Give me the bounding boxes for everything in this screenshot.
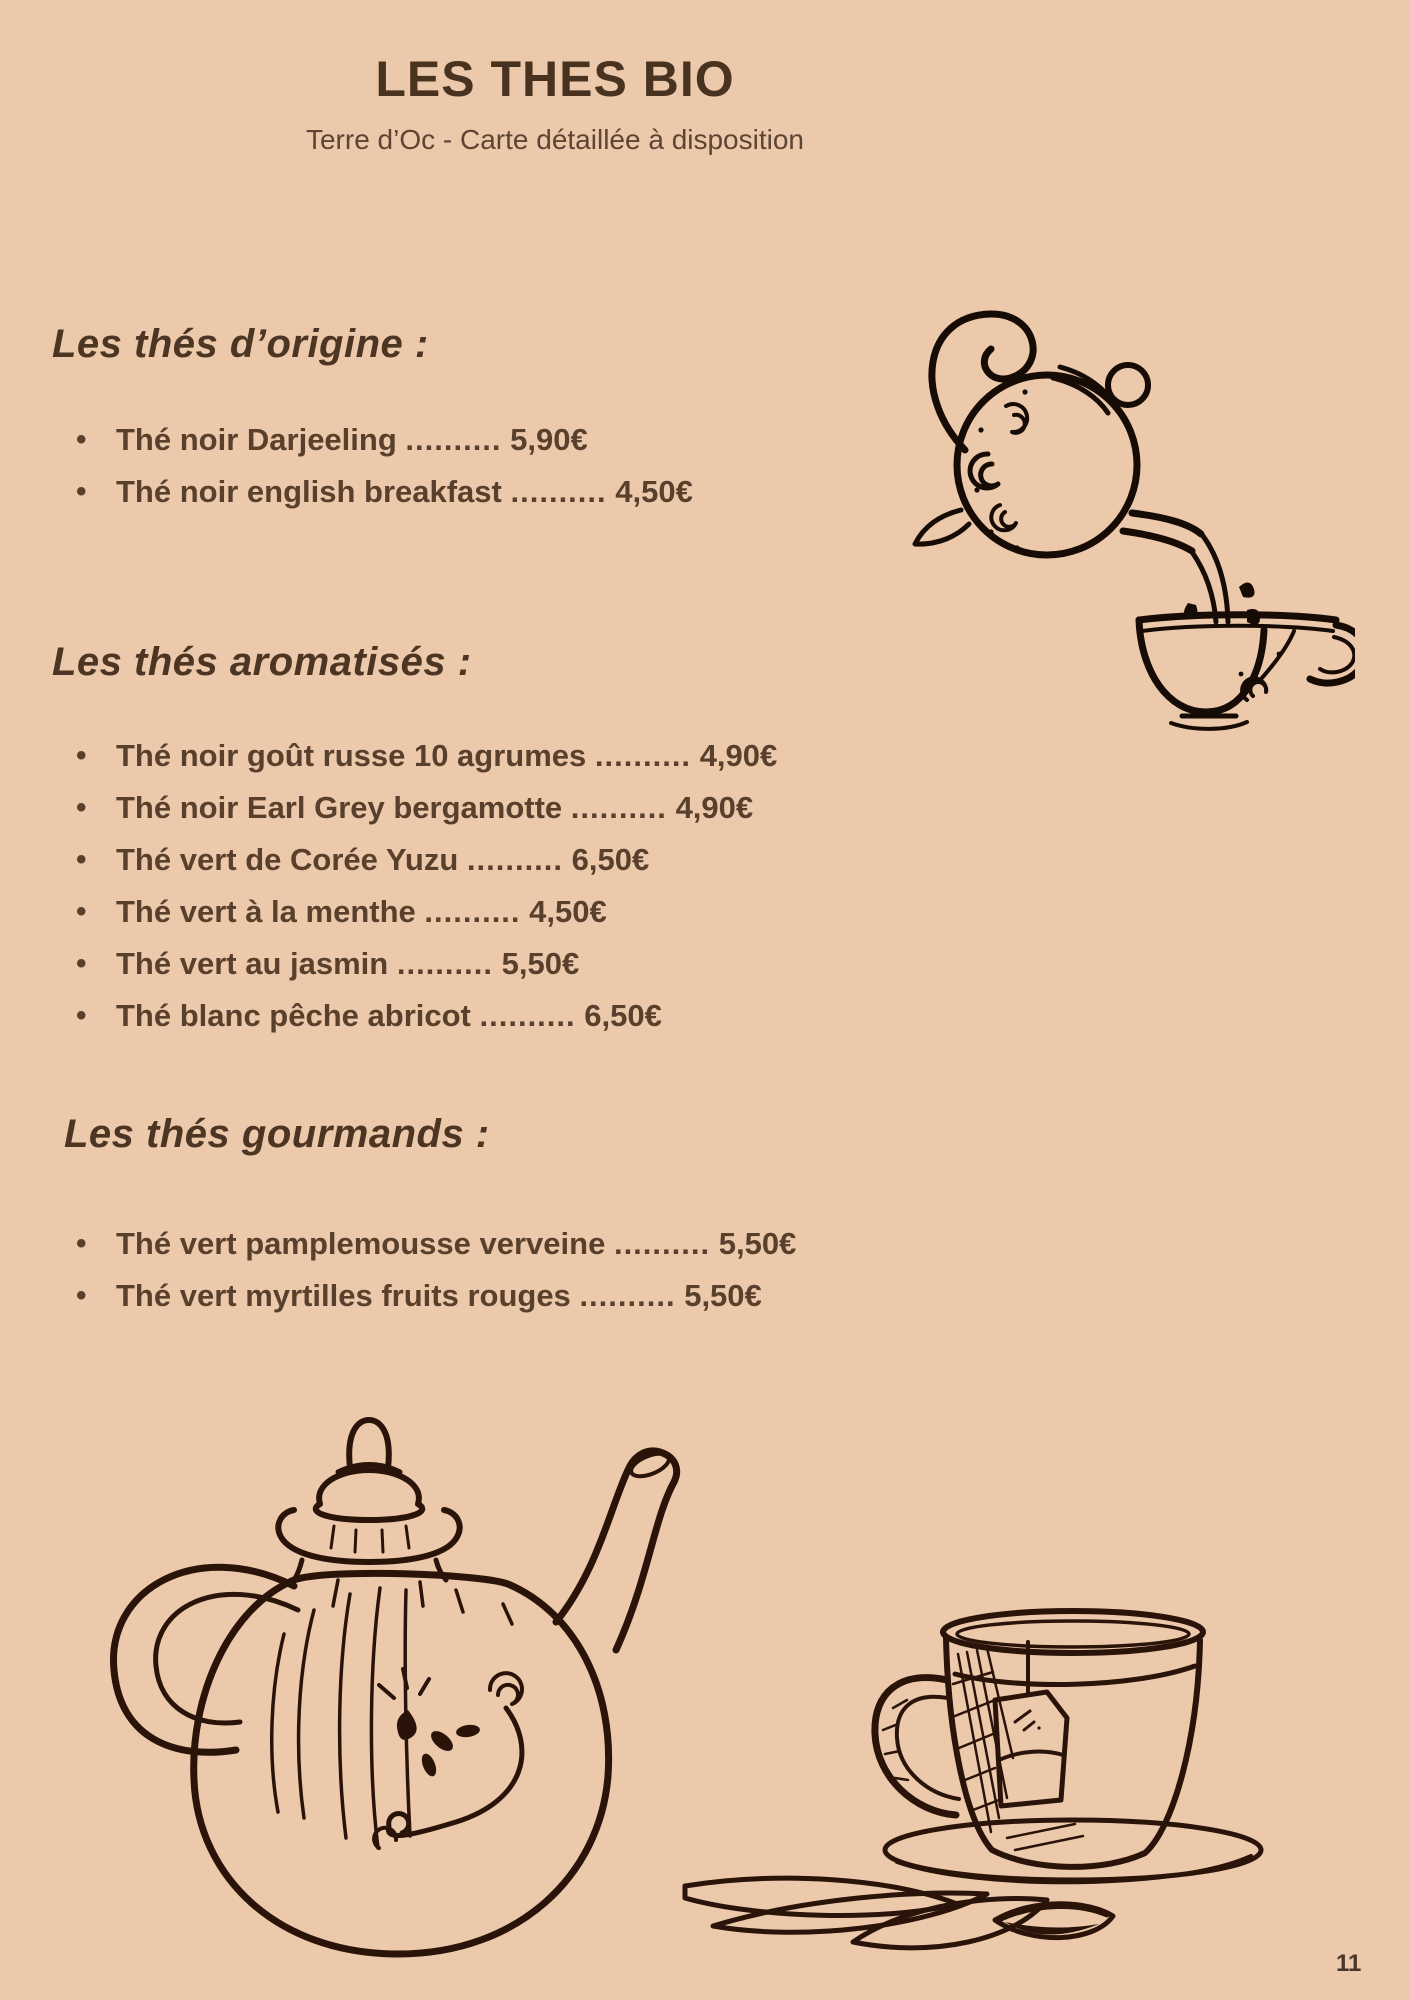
section-heading-aromatises: Les thés aromatisés : bbox=[52, 640, 472, 684]
dots-leader: .......... bbox=[479, 998, 576, 1033]
page-header bbox=[0, 50, 1110, 156]
section-heading-gourmands: Les thés gourmands : bbox=[64, 1112, 490, 1156]
menu-item bbox=[70, 990, 777, 1042]
item-label: Thé noir goût russe 10 agrumes bbox=[116, 738, 587, 773]
dots-leader: .......... bbox=[613, 1226, 711, 1261]
teacup-teabag-illustration bbox=[655, 1588, 1285, 1983]
item-label: Thé noir Darjeeling bbox=[116, 422, 397, 457]
dots-leader: .......... bbox=[466, 842, 564, 877]
item-price: 5,90€ bbox=[510, 422, 588, 457]
item-price: 4,50€ bbox=[529, 894, 607, 929]
menu-item bbox=[70, 414, 693, 466]
dots-leader: .......... bbox=[510, 474, 607, 509]
menu-item bbox=[70, 834, 777, 886]
section-heading-origine: Les thés d’origine : bbox=[52, 322, 429, 366]
item-label: Thé vert au jasmin bbox=[116, 946, 389, 981]
menu-item bbox=[70, 782, 777, 834]
item-label: Thé vert à la menthe bbox=[116, 894, 416, 929]
item-price: 5,50€ bbox=[684, 1278, 762, 1313]
item-label: Thé vert de Corée Yuzu bbox=[116, 842, 459, 877]
page-title: LES THES BIO bbox=[375, 51, 735, 107]
item-label: Thé noir english breakfast bbox=[116, 474, 502, 509]
item-label: Thé vert myrtilles fruits rouges bbox=[116, 1278, 571, 1313]
teapot-illustration bbox=[88, 1408, 688, 1986]
menu-item bbox=[70, 1218, 796, 1270]
menu-item bbox=[70, 466, 693, 518]
item-price: 4,90€ bbox=[699, 738, 778, 773]
menu-item bbox=[70, 730, 777, 782]
menu-list-aromatises bbox=[70, 730, 777, 1042]
teapot-pouring-illustration bbox=[895, 258, 1355, 738]
dots-leader: .......... bbox=[405, 422, 502, 457]
dots-leader: .......... bbox=[570, 790, 667, 825]
item-price: 5,50€ bbox=[501, 946, 580, 981]
dots-leader: .......... bbox=[424, 894, 521, 929]
dots-leader: .......... bbox=[594, 738, 692, 773]
menu-list-gourmands bbox=[70, 1218, 796, 1322]
dots-leader: .......... bbox=[396, 946, 493, 981]
item-price: 4,50€ bbox=[615, 474, 693, 509]
item-price: 5,50€ bbox=[718, 1226, 797, 1261]
menu-list-origine bbox=[70, 414, 693, 518]
item-label: Thé blanc pêche abricot bbox=[116, 998, 471, 1033]
page-number: 11 bbox=[1336, 1950, 1362, 1977]
page-subtitle: Terre d’Oc - Carte détaillée à disposition bbox=[305, 124, 804, 155]
dots-leader: .......... bbox=[579, 1278, 676, 1313]
menu-item bbox=[70, 1270, 796, 1322]
menu-item bbox=[70, 938, 777, 990]
item-price: 6,50€ bbox=[584, 998, 662, 1033]
item-label: Thé noir Earl Grey bergamotte bbox=[116, 790, 563, 825]
item-price: 6,50€ bbox=[571, 842, 650, 877]
menu-item bbox=[70, 886, 777, 938]
item-label: Thé vert pamplemousse verveine bbox=[116, 1226, 606, 1261]
item-price: 4,90€ bbox=[675, 790, 754, 825]
